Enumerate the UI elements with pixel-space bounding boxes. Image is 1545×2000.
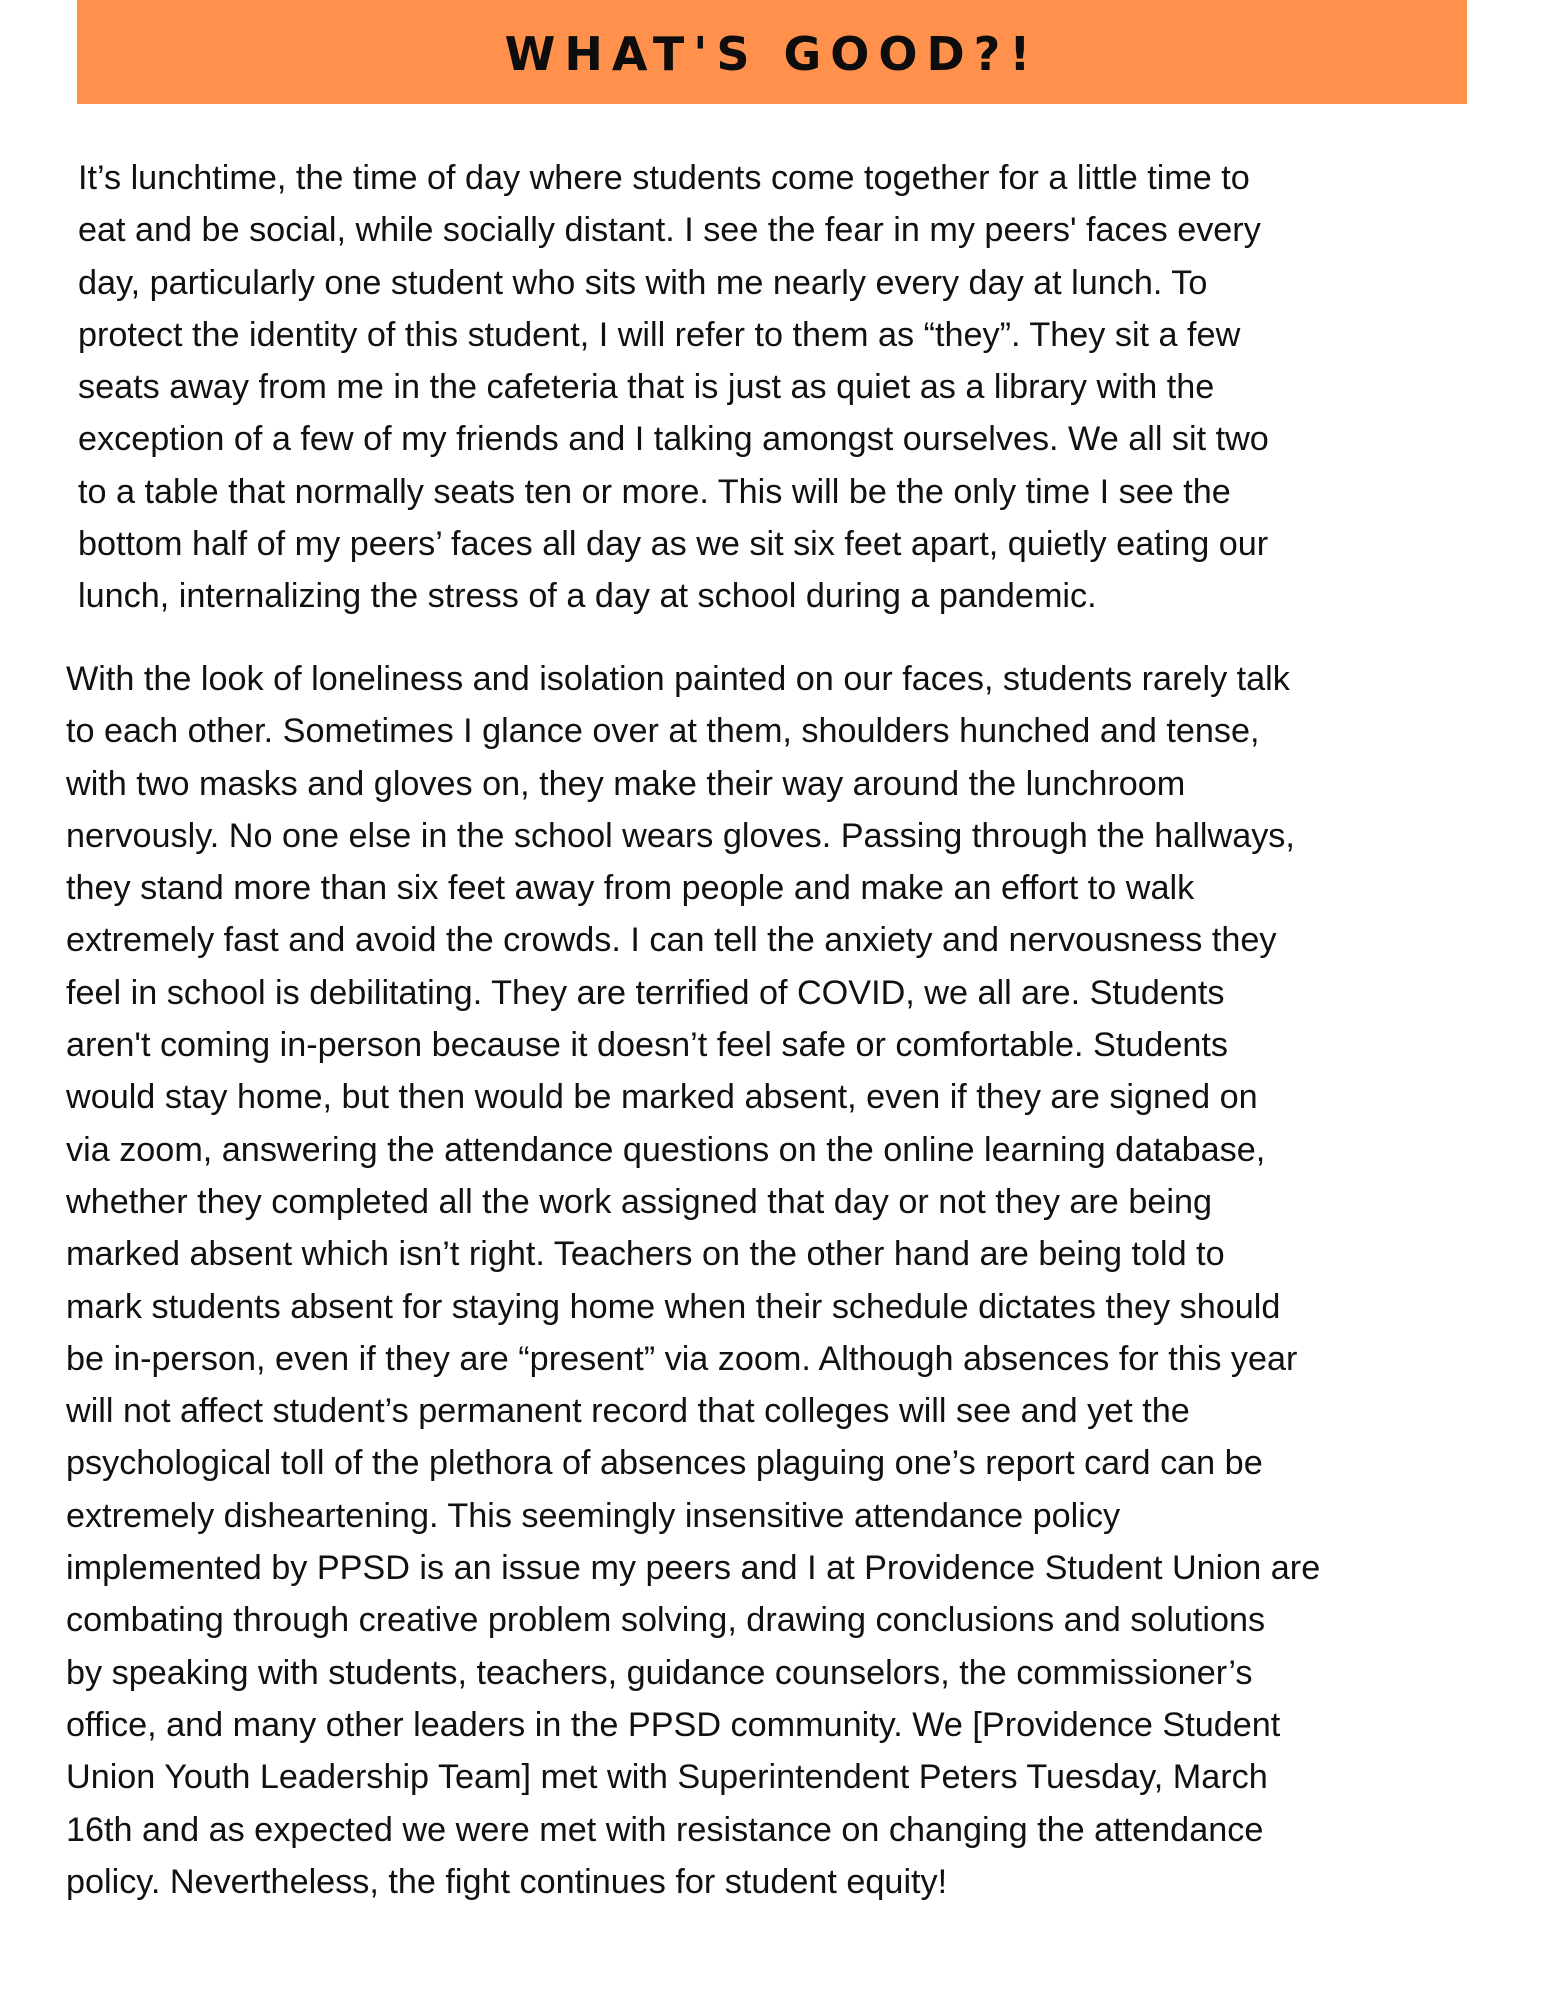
paragraph-line: feel in school is debilitating. They are terrified of COVID, we all are. Students: [66, 973, 1225, 1012]
paragraph-line: psychological toll of the plethora of absences plaguing one’s report card can be: [66, 1444, 1263, 1483]
paragraph-line: seats away from me in the cafeteria that is just as quiet as a library with the: [78, 368, 1215, 407]
paragraph-line: marked absent which isn’t right. Teachers on the other hand are being told to: [66, 1235, 1225, 1274]
article-paragraph-2: [66, 653, 1476, 1908]
paragraph-line: extremely fast and avoid the crowds. I can tell the anxiety and nervousness they: [66, 921, 1277, 960]
paragraph-line: day, particularly one student who sits with me nearly every day at lunch. To: [78, 263, 1208, 302]
article-paragraph-1: [78, 152, 1453, 623]
paragraph-line: It’s lunchtime, the time of day where students come together for a little time to: [78, 159, 1250, 197]
paragraph-line: protect the identity of this student, I will refer to them as “they”. They sit a few: [78, 315, 1241, 354]
paragraph-line: Union Youth Leadership Team] met with Superintendent Peters Tuesday, March: [66, 1758, 1268, 1797]
paragraph-line: implemented by PPSD is an issue my peers and I at Providence Student Union are: [66, 1549, 1321, 1588]
paragraph-line: be in-person, even if they are “present” via zoom. Although absences for this year: [66, 1339, 1298, 1378]
paragraph-line: policy. Nevertheless, the fight continues for student equity!: [66, 1862, 948, 1901]
paragraph-line: with two masks and gloves on, they make their way around the lunchroom: [66, 764, 1186, 803]
paragraph-line: extremely disheartening. This seemingly insensitive attendance policy: [66, 1496, 1121, 1535]
paragraph-line: to a table that normally seats ten or more. This will be the only time I see the: [78, 472, 1231, 511]
paragraph-line: by speaking with students, teachers, guidance counselors, the commissioner’s: [66, 1653, 1253, 1692]
paragraph-line: whether they completed all the work assigned that day or not they are being: [66, 1182, 1212, 1221]
paragraph-line: will not affect student’s permanent record that colleges will see and yet the: [66, 1392, 1190, 1431]
paragraph-line: nervously. No one else in the school wears gloves. Passing through the hallways,: [66, 816, 1295, 855]
paragraph-line: to each other. Sometimes I glance over at them, shoulders hunched and tense,: [66, 712, 1260, 751]
paragraph-line: lunch, internalizing the stress of a day at school during a pandemic.: [78, 577, 1097, 616]
paragraph-line: aren't coming in-person because it doesn’t feel safe or comfortable. Students: [66, 1026, 1228, 1065]
paragraph-line: via zoom, answering the attendance questions on the online learning database,: [66, 1130, 1266, 1169]
paragraph-line: eat and be social, while socially distant. I see the fear in my peers' faces every: [78, 211, 1261, 250]
paragraph-line: they stand more than six feet away from people and make an effort to walk: [66, 869, 1195, 908]
paragraph-line: With the look of loneliness and isolation painted on our faces, students rarely talk: [66, 660, 1290, 698]
paragraph-line: office, and many other leaders in the PPSD community. We [Providence Student: [66, 1705, 1281, 1744]
paragraph-line: 16th and as expected we were met with resistance on changing the attendance: [66, 1810, 1264, 1849]
paragraph-line: would stay home, but then would be marked absent, even if they are signed on: [66, 1078, 1258, 1117]
banner-title: WHAT'S GOOD?!: [504, 27, 1040, 81]
paragraph-line: bottom half of my peers’ faces all day as we sit six feet apart, quietly eating our: [78, 525, 1269, 564]
paragraph-line: mark students absent for staying home when their schedule dictates they should: [66, 1287, 1281, 1326]
header-banner: [77, 0, 1467, 104]
paragraph-line: combating through creative problem solving, drawing conclusions and solutions: [66, 1601, 1266, 1640]
paragraph-line: exception of a few of my friends and I talking amongst ourselves. We all sit two: [78, 420, 1269, 459]
